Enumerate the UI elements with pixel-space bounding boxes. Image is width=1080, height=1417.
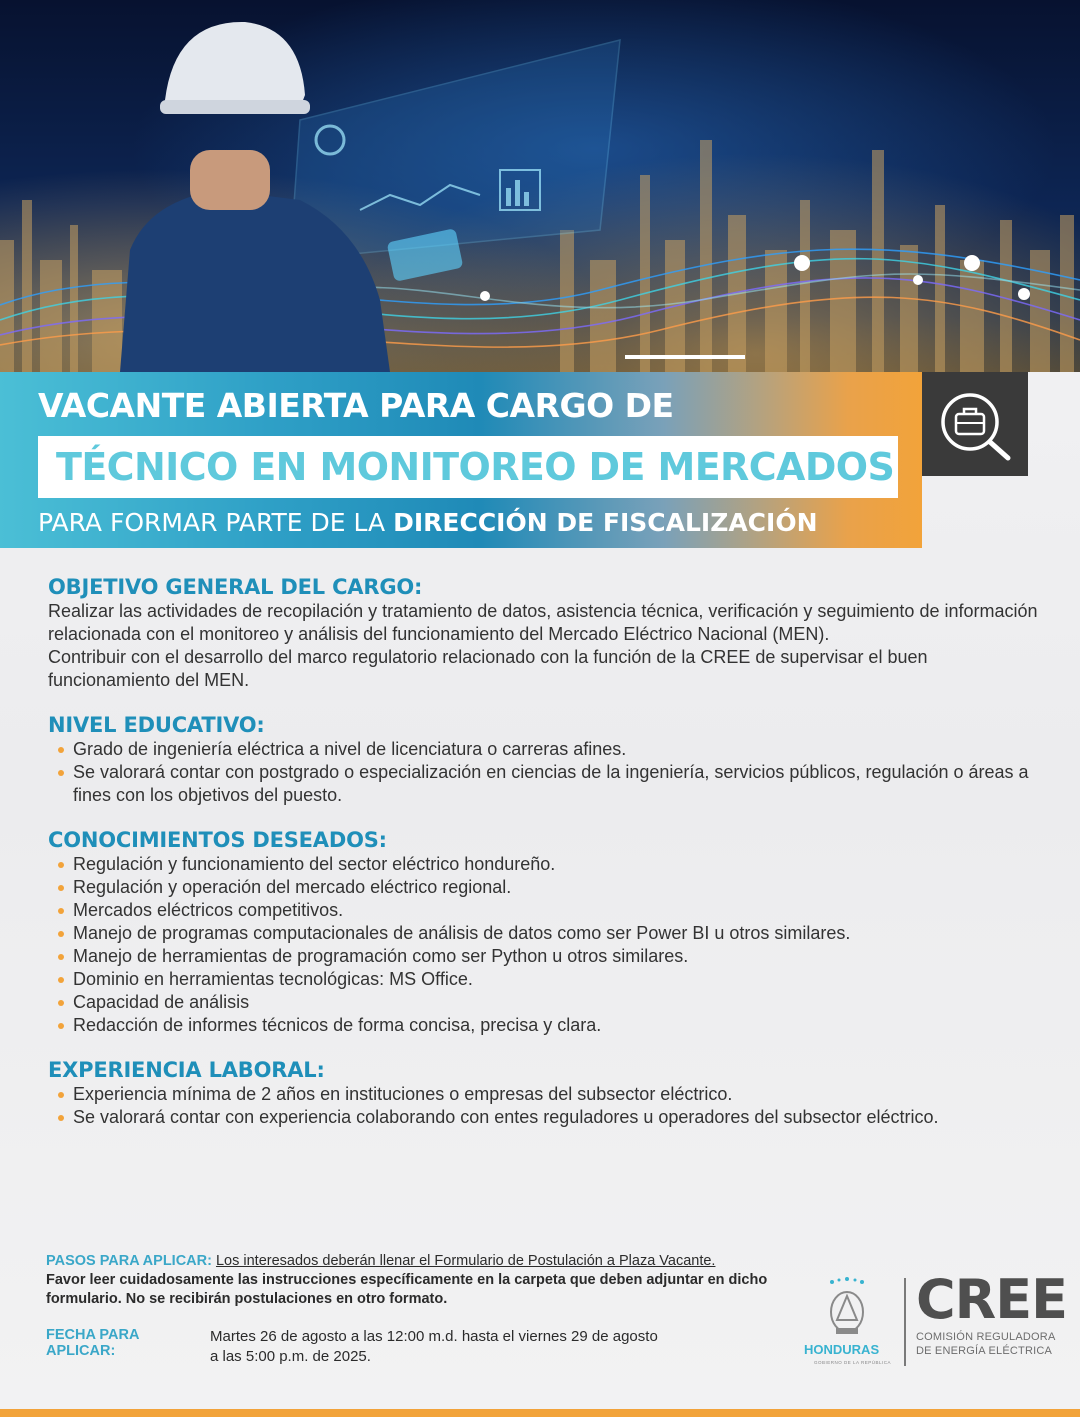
section-education: [48, 712, 1038, 807]
list-item: Manejo de herramientas de programación como ser Python u otros similares.: [48, 945, 1038, 968]
list-item: Se valorará contar con experiencia colaborando con entes reguladores u operadores del subsector eléctrico.: [48, 1106, 1038, 1129]
honduras-subtitle: GOBIERNO DE LA REPÚBLICA: [814, 1360, 892, 1365]
section-experience: [48, 1057, 1038, 1129]
department-name: DIRECCIÓN DE FISCALIZACIÓN: [393, 508, 818, 537]
department-prefix: PARA FORMAR PARTE DE LA: [38, 508, 386, 537]
hero-illustration: [0, 0, 1080, 372]
apply-note: Favor leer cuidadosamente las instrucciones específicamente en la carpeta que deben adjuntar en dicho formulario. No se recibirán postulaciones en otro formato.: [46, 1272, 768, 1307]
list-item: Regulación y funcionamiento del sector eléctrico hondureño.: [48, 853, 1038, 876]
date-line-1: Martes 26 de agosto a las 12:00 m.d. hasta el viernes 29 de agosto: [210, 1328, 658, 1345]
headline-vacancy: VACANTE ABIERTA PARA CARGO DE: [38, 386, 674, 425]
education-list: [48, 738, 1038, 807]
bottom-accent-bar: [0, 1409, 1080, 1417]
list-item: Manejo de programas computacionales de análisis de datos como ser Power BI u otros similares.: [48, 922, 1038, 945]
apply-label: PASOS PARA APLICAR:: [46, 1253, 212, 1269]
date-line-2: a las 5:00 p.m. de 2025.: [210, 1348, 371, 1365]
footer-logos: [800, 1268, 1067, 1372]
briefcase-search-icon: [922, 372, 1028, 476]
section-title: CONOCIMIENTOS DESEADOS:: [48, 828, 387, 852]
title-band: [0, 372, 922, 548]
list-item: Se valorará contar con postgrado o especialización en ciencias de la ingeniería, servicios públicos, regulación o áreas a fines con los objetivos del puesto.: [48, 761, 1038, 807]
list-item: Redacción de informes técnicos de forma concisa, precisa y clara.: [48, 1014, 1038, 1037]
objective-paragraph: Contribuir con el desarrollo del marco regulatorio relacionado con la función de la CREE de supervisar el buen funcionamiento del MEN.: [48, 647, 928, 690]
apply-steps: [46, 1252, 806, 1309]
date-label: FECHA PARA APLICAR:: [46, 1327, 139, 1359]
position-title: TÉCNICO EN MONITOREO DE MERCADOS: [56, 445, 895, 489]
section-title: EXPERIENCIA LABORAL:: [48, 1058, 325, 1082]
apply-date: [46, 1327, 746, 1367]
vacancy-content: [48, 574, 1038, 1149]
section-title: OBJETIVO GENERAL DEL CARGO:: [48, 575, 423, 599]
list-item: Grado de ingeniería eléctrica a nivel de licenciatura o carreras afines.: [48, 738, 1038, 761]
section-title: NIVEL EDUCATIVO:: [48, 713, 265, 737]
hero-image: [0, 0, 1080, 372]
logo-divider: [904, 1278, 906, 1366]
objective-paragraph: Realizar las actividades de recopilación y tratamiento de datos, asistencia técnica, verificación y seguimiento de información relacionada con el monitoreo y análisis del funcionamiento del Mercado Eléctrico Nacional (MEN).: [48, 601, 1038, 644]
honduras-wordmark: HONDURAS: [804, 1342, 880, 1357]
experience-list: [48, 1083, 1038, 1129]
cree-logo: CREE: [916, 1268, 1067, 1331]
section-knowledge: [48, 827, 1038, 1037]
honduras-coat-of-arms-icon: [822, 1276, 872, 1340]
application-form-link[interactable]: Los interesados deberán llenar el Formulario de Postulación a Plaza Vacante.: [215, 1253, 716, 1269]
list-item: Experiencia mínima de 2 años en instituciones o empresas del subsector eléctrico.: [48, 1083, 1038, 1106]
list-item: Dominio en herramientas tecnológicas: MS Office.: [48, 968, 1038, 991]
position-title-box: [38, 436, 898, 498]
knowledge-list: [48, 853, 1038, 1037]
list-item: Regulación y operación del mercado eléctrico regional.: [48, 876, 1038, 899]
list-item: Mercados eléctricos competitivos.: [48, 899, 1038, 922]
cree-subtitle: COMISIÓN REGULADORA DE ENERGÍA ELÉCTRICA: [916, 1331, 1056, 1357]
department-line: [38, 508, 818, 537]
section-objective: [48, 574, 1038, 692]
list-item: Capacidad de análisis: [48, 991, 1038, 1014]
